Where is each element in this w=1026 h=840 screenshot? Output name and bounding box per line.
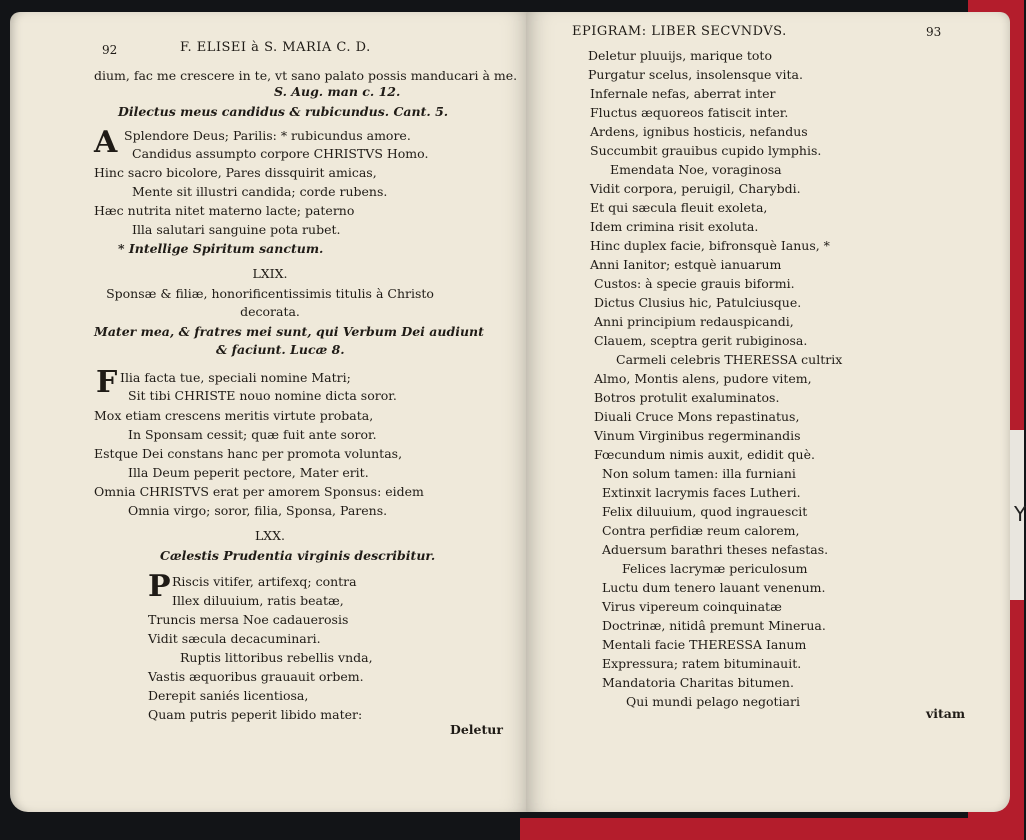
verse-line: Contra perfidiæ reum calorem, — [602, 523, 800, 538]
dropcap-p: P — [148, 569, 171, 604]
verse-line: Vinum Virginibus regerminandis — [594, 428, 801, 443]
verse-line: Clauem, sceptra gerit rubiginosa. — [594, 333, 808, 348]
verse-line: Fluctus æquoreos fatiscit inter. — [590, 105, 789, 120]
page-number-left: 92 — [102, 43, 118, 57]
section-title: Sponsæ & filiæ, honorificentissimis titulis à Christo — [106, 286, 434, 301]
verse-line: Vidit sæcula decacuminari. — [148, 631, 321, 646]
verse-line: Omnia CHRISTVS erat per amorem Sponsus: eidem — [94, 484, 424, 499]
verse-line: Splendore Deus; Parilis: * rubicundus amore. — [124, 128, 411, 143]
text-line: dium, fac me crescere in te, vt sano palato possis manducari à me. — [94, 68, 518, 83]
section-title: decorata. — [240, 304, 300, 319]
verse-line: Estque Dei constans hanc per promota voluntas, — [94, 446, 403, 461]
verse-line: Aduersum barathri theses nefastas. — [602, 542, 829, 557]
verse-line: Carmeli celebris THERESSA cultrix — [616, 352, 843, 367]
verse-line: Non solum tamen: illa furniani — [602, 466, 796, 481]
right-page — [526, 12, 1010, 812]
verse-line: Et qui sæcula fleuit exoleta, — [590, 200, 768, 215]
verse-line: Mandatoria Charitas bitumen. — [602, 675, 794, 690]
section-numeral: LXIX. — [252, 266, 288, 281]
verse-line: Idem crimina risit exoluta. — [590, 219, 759, 234]
verse-line: Infernale nefas, aberrat inter — [590, 86, 776, 101]
running-header-left: F. ELISEI à S. MARIA C. D. — [180, 40, 371, 55]
verse-line: Expressura; ratem bituminauit. — [602, 656, 802, 671]
catchword-right: vitam — [926, 706, 966, 721]
citation: S. Aug. man c. 12. — [274, 84, 401, 99]
section-quote: Mater mea, & fratres mei sunt, qui Verbum Dei audiunt — [94, 324, 484, 339]
verse-line: Ilia facta tue, speciali nomine Matri; — [120, 370, 351, 385]
verse-line: Mente sit illustri candida; corde rubens. — [132, 184, 388, 199]
verse-line: Dictus Clusius hic, Patulciusque. — [594, 295, 802, 310]
verse-line: Derepit saniés licentiosa, — [148, 688, 309, 703]
verse-line: Ardens, ignibus hosticis, nefandus — [590, 124, 808, 139]
epigraph: Dilectus meus candidus & rubicundus. Cant. 5. — [118, 104, 449, 119]
verse-line: Vidit corpora, peruigil, Charybdi. — [590, 181, 801, 196]
backdrop-letter: Y — [1014, 502, 1026, 526]
verse-line: Botros protulit exaluminatos. — [594, 390, 780, 405]
left-page — [10, 12, 530, 812]
verse-line: Illex diluuium, ratis beatæ, — [172, 593, 344, 608]
verse-line: Mox etiam crescens meritis virtute probata, — [94, 408, 374, 423]
verse-line: Vastis æquoribus grauauit orbem. — [148, 669, 364, 684]
verse-line: Luctu dum tenero lauant venenum. — [602, 580, 826, 595]
section-quote: & faciunt. Lucæ 8. — [216, 342, 345, 357]
dropcap-f: F — [96, 365, 118, 400]
verse-line: Purgatur scelus, insolensque vita. — [588, 67, 803, 82]
verse-line: Illa Deum peperit pectore, Mater erit. — [128, 465, 369, 480]
verse-line: Anni Ianitor; estquè ianuarum — [590, 257, 782, 272]
verse-line: Ruptis littoribus rebellis vnda, — [180, 650, 373, 665]
verse-line: Hinc duplex facie, bifronsquè Ianus, * — [590, 238, 830, 253]
verse-line: In Sponsam cessit; quæ fuit ante soror. — [128, 427, 377, 442]
verse-line: Extinxit lacrymis faces Lutheri. — [602, 485, 801, 500]
verse-line: Riscis vitifer, artifexq; contra — [172, 574, 357, 589]
verse-line: Succumbit grauibus cupido lymphis. — [590, 143, 822, 158]
verse-line: Truncis mersa Noe cadauerosis — [148, 612, 349, 627]
verse-line: Virus vipereum coinquinatæ — [602, 599, 782, 614]
page-number-right: 93 — [926, 25, 942, 39]
verse-line: Candidus assumpto corpore CHRISTVS Homo. — [132, 146, 429, 161]
section-title: Cælestis Prudentia virginis describitur. — [160, 548, 436, 563]
verse-line: Deletur pluuijs, marique toto — [588, 48, 772, 63]
verse-line: Mentali facie THERESSA Ianum — [602, 637, 807, 652]
verse-line: Quam putris peperit libido mater: — [148, 707, 363, 722]
verse-line: Hæc nutrita nitet materno lacte; paterno — [94, 203, 355, 218]
verse-line: Custos: à specie grauis biformi. — [594, 276, 795, 291]
verse-line: Hinc sacro bicolore, Pares dissquirit amicas, — [94, 165, 377, 180]
running-header-right: EPIGRAM: LIBER SECVNDVS. — [572, 24, 787, 39]
dropcap-a: A — [94, 125, 118, 160]
verse-line: Illa salutari sanguine pota rubet. — [132, 222, 341, 237]
verse-line: Omnia virgo; soror, filia, Sponsa, Parens. — [128, 503, 388, 518]
verse-line: Emendata Noe, voraginosa — [610, 162, 782, 177]
verse-line: Fœcundum nimis auxit, edidit què. — [594, 447, 815, 462]
verse-line: Felix diluuium, quod ingrauescit — [602, 504, 808, 519]
verse-line: Anni principium redauspicandi, — [594, 314, 794, 329]
verse-line: Qui mundi pelago negotiari — [626, 694, 800, 709]
verse-line: Sit tibi CHRISTE nouo nomine dicta soror. — [128, 388, 397, 403]
verse-line: Felices lacrymæ periculosum — [622, 561, 808, 576]
verse-line: Diuali Cruce Mons repastinatus, — [594, 409, 800, 424]
catchword-left: Deletur — [450, 722, 503, 737]
section-numeral: LXX. — [254, 528, 286, 543]
verse-line: Doctrinæ, nitidâ premunt Minerua. — [602, 618, 826, 633]
footnote: * Intellige Spiritum sanctum. — [118, 241, 324, 256]
open-book — [10, 12, 1010, 830]
verse-line: Almo, Montis alens, pudore vitem, — [594, 371, 812, 386]
